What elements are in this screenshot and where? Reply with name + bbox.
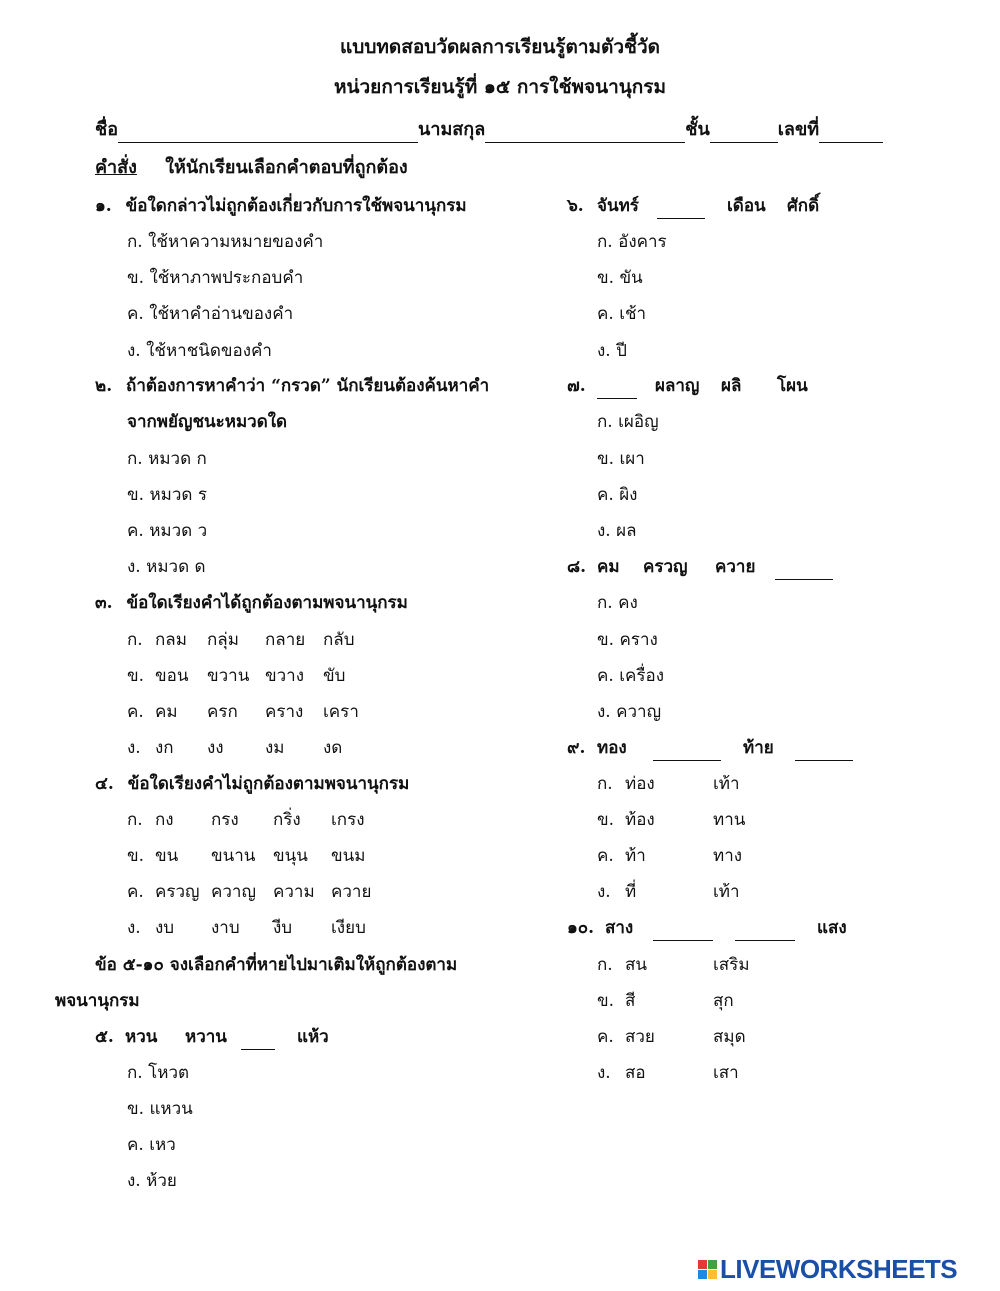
q1-option-b[interactable] xyxy=(127,264,303,291)
q8-option-c[interactable] xyxy=(597,662,664,689)
q5-option-d[interactable] xyxy=(127,1167,177,1194)
answer-blank[interactable] xyxy=(657,200,705,219)
option-letter: ก. xyxy=(127,232,143,252)
option-text: หมวด ว xyxy=(149,521,208,541)
sequence-word: ควาย xyxy=(715,557,756,577)
class-field[interactable] xyxy=(710,124,778,143)
q4-option-d[interactable] xyxy=(127,914,366,941)
option-letter: ง. xyxy=(127,341,141,361)
sequence-word: หวน xyxy=(125,1027,158,1047)
option-word: ขนาน xyxy=(211,846,256,866)
number-label: เลขที่ xyxy=(777,119,820,140)
option-word: ครวญ xyxy=(155,882,200,902)
option-text: คง xyxy=(618,593,638,613)
question-7 xyxy=(567,372,808,399)
option-word: ครก xyxy=(207,702,238,722)
option-letter: ก. xyxy=(597,774,613,794)
section-instruction-continued: พจนานุกรม xyxy=(55,991,140,1011)
option-text: ห้วย xyxy=(146,1171,177,1191)
q10-option-b[interactable] xyxy=(597,987,734,1014)
question-6 xyxy=(567,192,819,219)
option-word: ขับ xyxy=(323,666,346,686)
question-number: ๔. xyxy=(95,774,114,794)
q2-option-b[interactable] xyxy=(127,481,207,508)
option-text: ผิง xyxy=(619,485,638,505)
logo-square xyxy=(708,1260,717,1269)
sequence-word: ท้าย xyxy=(743,738,774,758)
sequence-word: ทอง xyxy=(597,738,627,758)
option-letter: ก. xyxy=(597,593,613,613)
option-letter: ง. xyxy=(127,918,141,938)
option-word: คราง xyxy=(265,702,304,722)
option-letter: ง. xyxy=(597,1063,611,1083)
question-number: ๑๐. xyxy=(567,918,595,938)
question-4 xyxy=(95,770,409,797)
question-number: ๑. xyxy=(95,196,112,216)
option-text: เครื่อง xyxy=(619,666,665,686)
option-word: กลับ xyxy=(323,630,355,650)
option-letter: ข. xyxy=(597,268,615,288)
sequence-word: แห้ว xyxy=(297,1027,329,1047)
question-text: ข้อใดเรียงคำไม่ถูกต้องตามพจนานุกรม xyxy=(127,774,410,794)
option-word: กง xyxy=(155,810,174,830)
option-word: สี xyxy=(625,991,636,1011)
class-label: ชั้น xyxy=(685,119,710,140)
option-letter: ก. xyxy=(127,449,143,469)
option-letter: ก. xyxy=(597,955,613,975)
option-word: เครา xyxy=(323,702,359,722)
option-text: ควาญ xyxy=(616,702,662,722)
question-number: ๙. xyxy=(567,738,586,758)
option-text: หมวด ก xyxy=(148,449,207,469)
instruction-label: คำสั่ง xyxy=(95,157,137,178)
question-text: ข้อใดเรียงคำได้ถูกต้องตามพจนานุกรม xyxy=(126,593,408,613)
sequence-word: จันทร์ xyxy=(597,196,639,216)
q10-option-d[interactable] xyxy=(597,1059,739,1086)
q4-option-a[interactable] xyxy=(127,806,365,833)
q3-option-b[interactable] xyxy=(127,662,345,689)
unit-title: หน่วยการเรียนรู้ที่ ๑๕ การใช้พจนานุกรม xyxy=(334,76,666,98)
question-number: ๕. xyxy=(95,1027,114,1047)
option-word: ที่ xyxy=(625,882,637,902)
option-text: เหว xyxy=(149,1135,176,1155)
option-word: ทาน xyxy=(713,810,746,830)
option-text: ผล xyxy=(616,521,637,541)
q8-option-b[interactable] xyxy=(597,626,658,653)
option-word: กริ่ง xyxy=(273,810,301,830)
option-letter: ข. xyxy=(597,991,615,1011)
q3-option-c[interactable] xyxy=(127,698,359,725)
option-word: เกรง xyxy=(331,810,365,830)
sequence-word: ผลาญ xyxy=(655,376,700,396)
option-text: คราง xyxy=(619,630,658,650)
option-letter: ข. xyxy=(127,846,145,866)
option-word: ขนุน xyxy=(273,846,308,866)
sequence-word: โผน xyxy=(777,376,808,396)
q8-option-a[interactable] xyxy=(597,589,638,616)
option-text: อังคาร xyxy=(618,232,667,252)
option-word: งีบ xyxy=(273,918,293,938)
option-word: ขอน xyxy=(155,666,189,686)
sequence-word: ผลิ xyxy=(721,376,742,396)
option-letter: ก. xyxy=(127,1063,143,1083)
sequence-word: สาง xyxy=(605,918,634,938)
option-word: เสริม xyxy=(713,955,750,975)
option-letter: ก. xyxy=(127,810,143,830)
option-word: ท่อง xyxy=(625,774,655,794)
answer-blank[interactable] xyxy=(735,922,795,941)
logo-text: LIVEWORKSHEETS xyxy=(720,1253,958,1284)
name-field[interactable] xyxy=(118,124,418,143)
option-word: สอ xyxy=(625,1063,646,1083)
option-letter: ค. xyxy=(597,1027,614,1047)
instruction xyxy=(95,152,408,181)
answer-blank[interactable] xyxy=(653,922,713,941)
option-word: ขน xyxy=(155,846,179,866)
sequence-word: ครวญ xyxy=(643,557,688,577)
option-letter: ค. xyxy=(127,521,144,541)
option-letter: ค. xyxy=(597,485,614,505)
option-word: ควาญ xyxy=(211,882,256,902)
option-word: งม xyxy=(265,738,285,758)
option-word: กรง xyxy=(211,810,239,830)
sequence-word: ศักดิ์ xyxy=(787,196,820,216)
sequence-word: เดือน xyxy=(727,196,766,216)
option-word: ขนม xyxy=(331,846,366,866)
surname-field[interactable] xyxy=(485,124,685,143)
option-word: สุก xyxy=(713,991,734,1011)
question-3 xyxy=(95,589,408,616)
option-letter: ข. xyxy=(127,485,145,505)
option-word: สน xyxy=(625,955,647,975)
question-number: ๒. xyxy=(95,376,113,396)
option-letter: ง. xyxy=(597,521,611,541)
sequence-word: คม xyxy=(597,557,620,577)
option-word: คม xyxy=(155,702,178,722)
name-label: ชื่อ xyxy=(95,119,119,140)
option-letter: ข. xyxy=(127,268,145,288)
answer-blank[interactable] xyxy=(795,742,853,761)
q10-option-a[interactable] xyxy=(597,951,750,978)
option-letter: ข. xyxy=(597,449,615,469)
option-word: เงียบ xyxy=(331,918,366,938)
q5-option-a[interactable] xyxy=(127,1059,189,1086)
question-text: ถ้าต้องการหาคำว่า “กรวด” นักเรียนต้องค้นหาคำ xyxy=(126,376,490,396)
option-letter: ข. xyxy=(127,1099,145,1119)
option-word: งาบ xyxy=(211,918,240,938)
option-word: ขวาน xyxy=(207,666,250,686)
option-word: งบ xyxy=(155,918,175,938)
option-word: ท้อง xyxy=(625,810,655,830)
option-word: ทาง xyxy=(713,846,743,866)
q2-option-a[interactable] xyxy=(127,445,207,472)
option-word: ความ xyxy=(273,882,315,902)
q1-option-d[interactable] xyxy=(127,337,272,364)
option-text: แหวน xyxy=(149,1099,193,1119)
option-letter: ค. xyxy=(597,304,614,324)
option-text: โหวต xyxy=(148,1063,190,1083)
q10-option-c[interactable] xyxy=(597,1023,746,1050)
q2-option-c[interactable] xyxy=(127,517,207,544)
option-text: ใช้หาความหมายของคำ xyxy=(148,232,324,252)
answer-blank[interactable] xyxy=(597,380,637,399)
question-10 xyxy=(567,914,847,941)
option-letter: ก. xyxy=(597,232,613,252)
number-field[interactable] xyxy=(819,124,883,143)
q5-option-b[interactable] xyxy=(127,1095,193,1122)
option-word: สมุด xyxy=(713,1027,746,1047)
question-1 xyxy=(95,192,467,219)
option-letter: ข. xyxy=(597,810,615,830)
option-letter: ค. xyxy=(597,666,614,686)
q9-option-c[interactable] xyxy=(597,842,742,869)
q9-option-a[interactable] xyxy=(597,770,740,797)
worksheet-title: แบบทดสอบวัดผลการเรียนรู้ตามตัวชี้วัด xyxy=(340,36,660,58)
question-number: ๓. xyxy=(95,593,113,613)
option-text: ขัน xyxy=(619,268,643,288)
answer-blank[interactable] xyxy=(653,742,721,761)
liveworksheets-logo xyxy=(698,1255,957,1283)
option-text: เผอิญ xyxy=(618,412,659,432)
q6-option-a[interactable] xyxy=(597,228,667,255)
logo-square xyxy=(698,1270,707,1279)
question-8 xyxy=(567,553,833,580)
option-letter: ข. xyxy=(597,630,615,650)
logo-square xyxy=(708,1270,717,1279)
option-letter: ก. xyxy=(597,412,613,432)
question-2 xyxy=(95,372,489,399)
option-word: ขวาง xyxy=(265,666,305,686)
option-text: เผา xyxy=(619,449,645,469)
q7-option-a[interactable] xyxy=(597,408,659,435)
surname-label: นามสกุล xyxy=(418,119,486,140)
option-word: งด xyxy=(323,738,343,758)
option-letter: ง. xyxy=(597,882,611,902)
option-text: ใช้หาชนิดของคำ xyxy=(146,341,272,361)
q6-option-b[interactable] xyxy=(597,264,643,291)
option-letter: ง. xyxy=(597,702,611,722)
logo-grid-icon xyxy=(698,1260,717,1279)
option-letter: ง. xyxy=(597,341,611,361)
q3-option-d[interactable] xyxy=(127,734,342,761)
logo-square xyxy=(698,1260,707,1269)
option-word: งง xyxy=(207,738,224,758)
question-number: ๘. xyxy=(567,557,587,577)
question-5 xyxy=(95,1023,329,1050)
option-letter: ง. xyxy=(127,1171,141,1191)
sequence-word: แสง xyxy=(817,918,847,938)
option-word: ควาย xyxy=(331,882,372,902)
option-text: ใช้หาคำอ่านของคำ xyxy=(149,304,294,324)
option-letter: ข. xyxy=(127,666,145,686)
option-word: สวย xyxy=(625,1027,655,1047)
option-word: เสา xyxy=(713,1063,739,1083)
q1-option-a[interactable] xyxy=(127,228,323,255)
answer-blank[interactable] xyxy=(775,561,833,580)
option-word: กลม xyxy=(155,630,187,650)
student-info-row xyxy=(95,114,883,143)
option-letter: ค. xyxy=(127,1135,144,1155)
question-number: ๗. xyxy=(567,376,586,396)
option-text: หมวด ด xyxy=(146,557,206,577)
q3-option-a[interactable] xyxy=(127,626,355,653)
option-letter: ง. xyxy=(127,557,141,577)
q6-option-c[interactable] xyxy=(597,300,646,327)
option-text: ใช้หาภาพประกอบคำ xyxy=(149,268,304,288)
option-letter: ง. xyxy=(127,738,141,758)
option-word: ท้า xyxy=(625,846,646,866)
option-word: กลุ่ม xyxy=(207,630,239,650)
sequence-word: หวาน xyxy=(185,1027,227,1047)
answer-blank[interactable] xyxy=(241,1031,275,1050)
option-letter: ค. xyxy=(127,882,144,902)
instruction-text: ให้นักเรียนเลือกคำตอบที่ถูกต้อง xyxy=(165,157,408,178)
q4-option-c[interactable] xyxy=(127,878,371,905)
option-word: เท้า xyxy=(713,774,740,794)
section-instruction: ข้อ ๕-๑๐ จงเลือกคำที่หายไปมาเติมให้ถูกต้องตาม xyxy=(95,955,458,975)
q6-option-d[interactable] xyxy=(597,337,627,364)
option-letter: ค. xyxy=(127,702,144,722)
option-text: ปี xyxy=(616,341,627,361)
q1-option-c[interactable] xyxy=(127,300,293,327)
option-word: กลาย xyxy=(265,630,306,650)
question-9 xyxy=(567,734,853,761)
option-text: เช้า xyxy=(619,304,647,324)
q8-option-d[interactable] xyxy=(597,698,661,725)
q9-option-b[interactable] xyxy=(597,806,745,833)
question-2-continued: จากพยัญชนะหมวดใด xyxy=(127,412,288,432)
option-letter: ค. xyxy=(127,304,144,324)
option-word: เท้า xyxy=(713,882,740,902)
q9-option-d[interactable] xyxy=(597,878,740,905)
q7-option-b[interactable] xyxy=(597,445,645,472)
q5-option-c[interactable] xyxy=(127,1131,176,1158)
question-number: ๖. xyxy=(567,196,584,216)
q7-option-d[interactable] xyxy=(597,517,637,544)
option-letter: ก. xyxy=(127,630,143,650)
option-word: งก xyxy=(155,738,174,758)
q2-option-d[interactable] xyxy=(127,553,206,580)
question-text: ข้อใดกล่าวไม่ถูกต้องเกี่ยวกับการใช้พจนานุกรม xyxy=(125,196,467,216)
q7-option-c[interactable] xyxy=(597,481,637,508)
q4-option-b[interactable] xyxy=(127,842,365,869)
option-text: หมวด ร xyxy=(149,485,207,505)
option-letter: ค. xyxy=(597,846,614,866)
